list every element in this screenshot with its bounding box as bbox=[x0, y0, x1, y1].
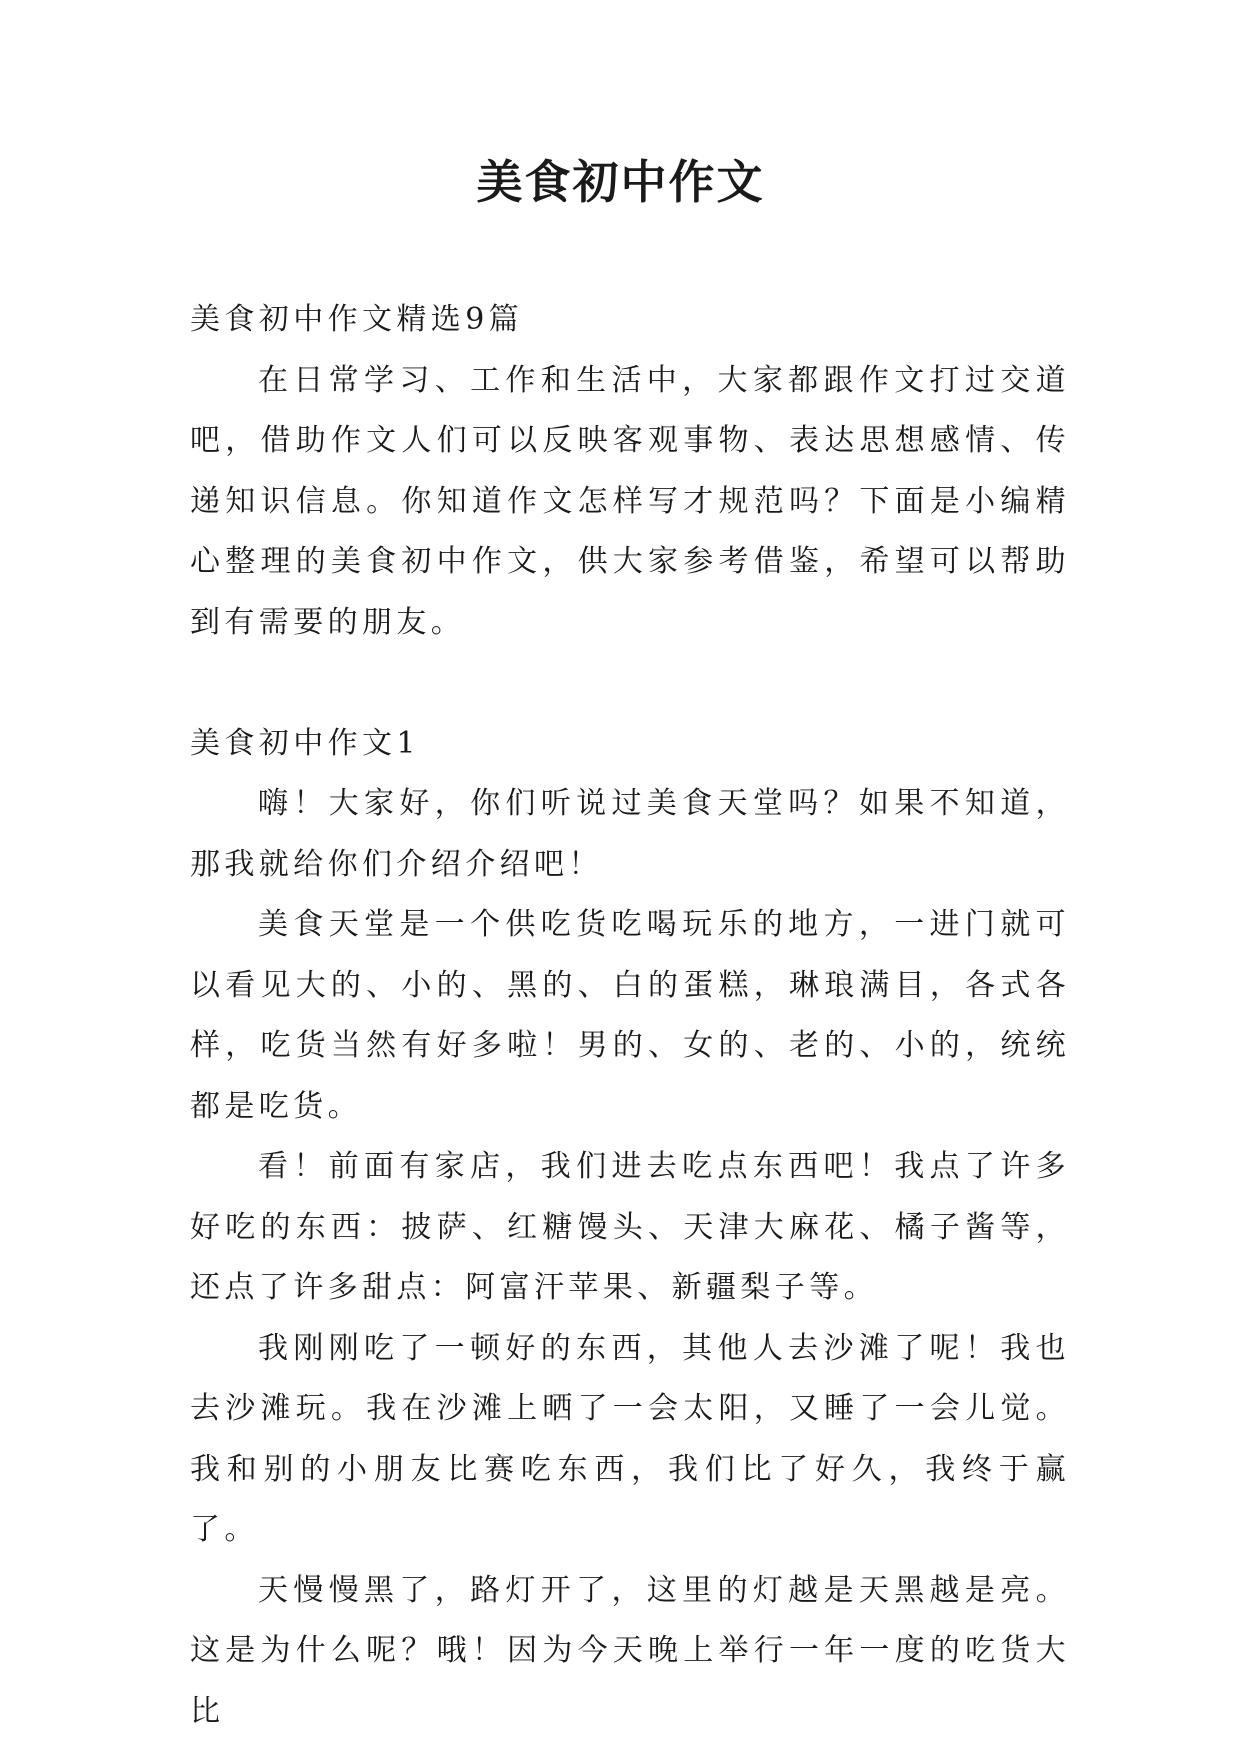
section-spacer bbox=[190, 653, 1070, 714]
essay-paragraph: 美食天堂是一个供吃货吃喝玩乐的地方，一进门就可以看见大的、小的、黑的、白的蛋糕，琳琅满目，各式各样，吃货当然有好多啦！男的、女的、老的、小的，统统都是吃货。 bbox=[190, 907, 1070, 1124]
essay-paragraph: 嗨！大家好，你们听说过美食天堂吗？如果不知道，那我就给你们介绍介绍吧！ bbox=[190, 786, 1070, 882]
document-body bbox=[190, 290, 1070, 1742]
essay-paragraph: 我刚刚吃了一顿好的东西，其他人去沙滩了呢！我也去沙滩玩。我在沙滩上晒了一会太阳，又睡了一会儿觉。我和别的小朋友比赛吃东西，我们比了好久，我终于赢了。 bbox=[190, 1330, 1070, 1547]
essay-heading: 美食初中作文1 bbox=[190, 725, 420, 761]
intro-paragraph: 在日常学习、工作和生活中，大家都跟作文打过交道吧，借助作文人们可以反映客观事物、表达思想感情、传递知识信息。你知道作文怎样写才规范吗？下面是小编精心整理的美食初中作文，供大家参考借鉴，希望可以帮助到有需要的朋友。 bbox=[190, 362, 1070, 640]
collection-subtitle: 美食初中作文精选9篇 bbox=[190, 302, 524, 337]
essay-paragraph: 看！前面有家店，我们进去吃点东西吧！我点了许多好吃的东西：披萨、红糖馒头、天津大麻花、橘子酱等，还点了许多甜点：阿富汗苹果、新疆梨子等。 bbox=[190, 1149, 1070, 1305]
page-title: 美食初中作文 bbox=[476, 155, 765, 209]
essay-paragraph: 天慢慢黑了，路灯开了，这里的灯越是天黑越是亮。这是为什么呢？哦！因为今天晚上举行一年一度的吃货大比 bbox=[190, 1572, 1070, 1729]
